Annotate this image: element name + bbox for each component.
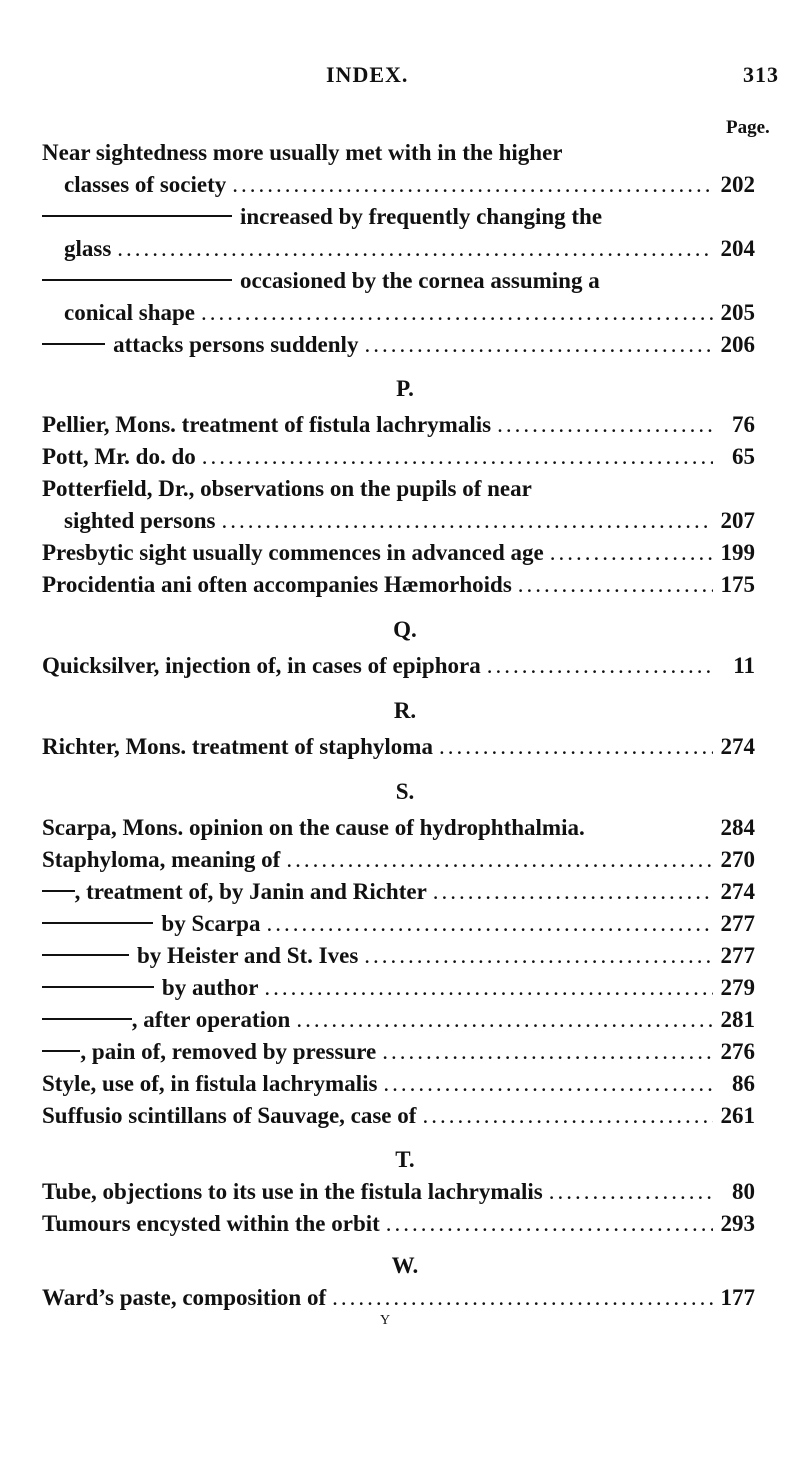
index-entry — [42, 1068, 755, 1100]
leader-dots — [386, 1208, 713, 1240]
index-entry — [42, 731, 755, 763]
index-entry — [64, 169, 755, 201]
entry-text: Near sightedness more usually met with in the higher — [42, 140, 563, 165]
entry-page: 86 — [732, 1071, 755, 1096]
entry-page: 177 — [720, 1285, 755, 1310]
entry-page: 207 — [720, 508, 755, 533]
leader-dots — [232, 169, 713, 201]
leader-dots — [286, 844, 713, 876]
entry-page: 284 — [720, 815, 755, 840]
ditto-dash — [42, 922, 153, 924]
index-entry — [64, 505, 755, 537]
entry-text: Pellier, Mons. treatment of fistula lachrymalis — [42, 412, 492, 437]
index-entry — [42, 1100, 755, 1132]
leader-dots — [549, 1176, 713, 1208]
section-letter-q: Q. — [393, 617, 417, 642]
entry-text: Richter, Mons. treatment of staphyloma — [42, 734, 433, 759]
entry-text: Scarpa, Mons. opinion on the cause of hydrophthalmia. — [42, 815, 585, 840]
leader-dots — [266, 908, 713, 940]
index-entry — [42, 972, 755, 1004]
leader-dots — [518, 569, 713, 601]
leader-dots — [497, 409, 713, 441]
running-head-page-number: 313 — [743, 62, 779, 87]
ditto-dash — [42, 890, 75, 892]
entry-text: by author — [161, 975, 259, 1000]
index-entry — [42, 201, 755, 233]
index-entry — [42, 569, 755, 601]
leader-dots — [264, 972, 713, 1004]
entry-text: attacks persons suddenly — [113, 332, 359, 357]
leader-dots — [383, 1068, 713, 1100]
entry-text: Procidentia ani often accompanies Hæmorhoids — [42, 572, 512, 597]
leader-dots — [364, 329, 713, 361]
leader-dots — [201, 297, 713, 329]
entry-text: conical shape — [64, 300, 195, 325]
entry-text: Ward’s paste, composition of — [42, 1285, 327, 1310]
ditto-dash — [42, 215, 232, 217]
leader-dots — [439, 731, 713, 763]
entry-page: 175 — [720, 572, 755, 597]
ditto-dash — [42, 279, 232, 281]
entry-text: Style, use of, in fistula lachrymalis — [42, 1071, 378, 1096]
section-letter-p: P. — [396, 376, 414, 401]
entry-text: glass — [64, 236, 112, 261]
entry-page: 277 — [720, 943, 755, 968]
index-entry — [42, 329, 755, 361]
entry-text: Quicksilver, injection of, in cases of epiphora — [42, 653, 481, 678]
leader-dots — [550, 537, 713, 569]
ditto-dash — [42, 343, 105, 345]
entry-text: increased by frequently changing the — [240, 204, 603, 229]
entry-page: 205 — [720, 300, 755, 325]
entry-page: 206 — [720, 332, 755, 357]
entry-page: 204 — [720, 236, 755, 261]
entry-page: 202 — [720, 172, 755, 197]
entry-text: Staphyloma, meaning of — [42, 847, 281, 872]
ditto-dash — [42, 1018, 132, 1020]
entry-text: Presbytic sight usually commences in advanced age — [42, 540, 544, 565]
entry-page: 76 — [732, 412, 755, 437]
entry-page: 281 — [720, 1007, 755, 1032]
entry-page: 270 — [720, 847, 755, 872]
running-head — [0, 62, 800, 92]
entry-page: 274 — [720, 879, 755, 904]
entry-page: 274 — [720, 734, 755, 759]
entry-text: Pott, Mr. do. do — [42, 444, 196, 469]
entry-page: 199 — [720, 540, 755, 565]
leader-dots — [382, 1036, 713, 1068]
index-entry — [64, 297, 755, 329]
entry-text: occasioned by the cornea assuming a — [240, 268, 600, 293]
ditto-dash — [42, 986, 154, 988]
entry-page: 65 — [732, 444, 755, 469]
entry-text: by Heister and St. Ives — [137, 943, 359, 968]
index-entry — [42, 844, 755, 876]
entry-page: 293 — [720, 1211, 755, 1236]
entry-text: sighted persons — [64, 508, 216, 533]
entry-page: 279 — [720, 975, 755, 1000]
entry-page: 276 — [720, 1039, 755, 1064]
index-entry — [42, 908, 755, 940]
entry-page: 80 — [732, 1179, 755, 1204]
index-entry — [42, 409, 755, 441]
entry-page: 277 — [720, 911, 755, 936]
leader-dots — [487, 650, 713, 682]
entry-text: , treatment of, by Janin and Richter — [74, 879, 427, 904]
section-letter-r: R. — [393, 698, 417, 723]
ditto-dash — [42, 954, 129, 956]
index-entry — [42, 650, 755, 682]
signature-mark: Y — [380, 1313, 391, 1328]
index-entry — [42, 876, 755, 908]
entry-text: Suffusio scintillans of Sauvage, case of — [42, 1103, 417, 1128]
running-head-title: INDEX. — [326, 62, 409, 87]
leader-dots — [433, 876, 713, 908]
index-entry — [42, 1036, 755, 1068]
index-entry — [42, 1176, 755, 1208]
entry-text: Tube, objections to its use in the fistula lachrymalis — [42, 1179, 543, 1204]
entry-text: , after operation — [131, 1007, 291, 1032]
entry-text: classes of society — [64, 172, 227, 197]
index-entry — [42, 473, 755, 505]
index-entry — [42, 265, 755, 297]
index-entry — [42, 1004, 755, 1036]
leader-dots — [221, 505, 713, 537]
index-entry — [42, 812, 755, 844]
index-entry — [42, 1208, 755, 1240]
leader-dots — [422, 1100, 713, 1132]
leader-dots — [364, 940, 713, 972]
entry-text: Tumours encysted within the orbit — [42, 1211, 380, 1236]
leader-dots — [332, 1282, 713, 1314]
index-entry — [64, 233, 755, 265]
leader-dots — [296, 1004, 713, 1036]
index-entry — [42, 537, 755, 569]
section-letter-w: W. — [391, 1253, 419, 1278]
entry-page: 261 — [720, 1103, 755, 1128]
ditto-dash — [42, 1050, 80, 1052]
section-letter-t: T. — [395, 1147, 415, 1172]
entry-text: by Scarpa — [161, 911, 261, 936]
entry-text: , pain of, removed by pressure — [80, 1039, 377, 1064]
index-entry — [42, 441, 755, 473]
entry-text: Potterfield, Dr., observations on the pupils of near — [42, 476, 532, 501]
page-column-label: Page. — [726, 117, 770, 138]
entry-page: 11 — [733, 653, 755, 678]
index-entry — [42, 940, 755, 972]
leader-dots — [117, 233, 713, 265]
index-entry — [42, 137, 755, 169]
section-letter-s: S. — [395, 779, 415, 804]
leader-dots — [202, 441, 713, 473]
index-entry — [42, 1282, 755, 1314]
